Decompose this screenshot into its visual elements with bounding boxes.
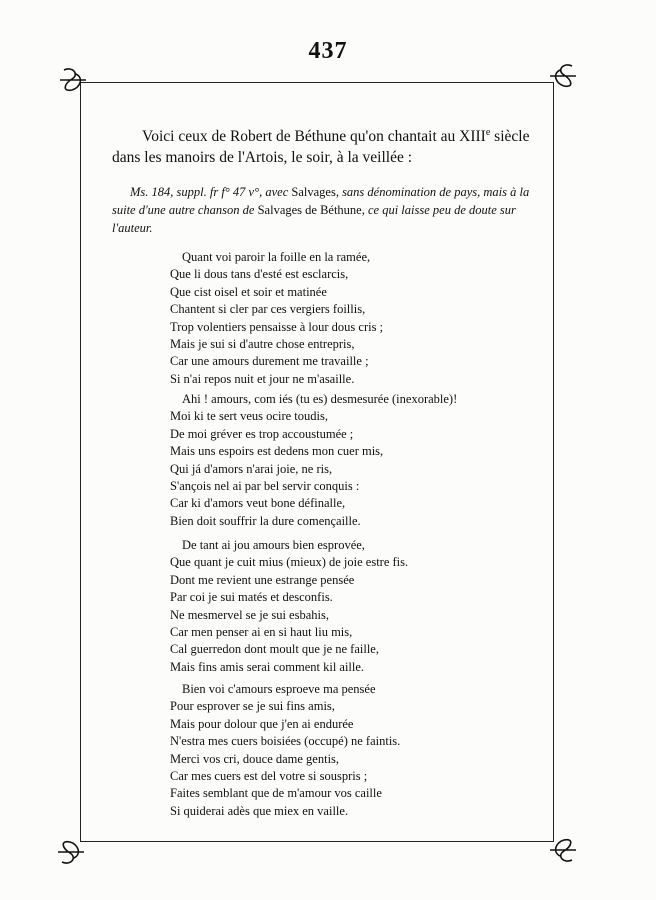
verse-line: Ne mesmervel se je sui esbahis, <box>170 607 329 622</box>
corner-ornament-icon <box>548 836 578 866</box>
page-number: 437 <box>308 38 348 64</box>
note-salvages-1: Salvages <box>291 185 336 199</box>
note-text-c: , ce qui laisse peu de doute sur l'auteur. <box>112 203 516 235</box>
poem-stanza <box>170 681 530 820</box>
verse-line: Quant voi paroir la foille en la ramée, <box>182 250 371 264</box>
verse-line: Mais fins amis serai comment kil aille. <box>170 659 365 674</box>
verse-line: Car une amours durement me travaille ; <box>170 354 369 369</box>
verse-line: Si n'ai repos nuit et jour ne m'asaille. <box>170 371 355 386</box>
corner-ornament-icon <box>56 838 86 868</box>
verse-line: Si quiderai adès que miex en vaille. <box>170 803 349 818</box>
verse-line: Dont me revient une estrange pensée <box>170 572 355 587</box>
poem-stanza <box>170 391 530 530</box>
source-note <box>112 183 532 237</box>
verse-line: Chantent si cler par ces vergiers foillis, <box>170 302 366 317</box>
verse-line: S'ançois nel ai par bel servir conquis : <box>170 479 360 494</box>
verse-line: De moi gréver es trop accoustumée ; <box>170 426 354 441</box>
verse-line: Faites semblant que de m'amour vos caille <box>170 786 382 801</box>
verse-line: Qui já d'amors n'arai joie, ne ris, <box>170 461 333 476</box>
century-superscript: e <box>485 127 491 138</box>
verse-line: Que cist oisel et soir et matinée <box>170 284 327 299</box>
verse-line: De tant ai jou amours bien esprovée, <box>182 538 365 552</box>
corner-ornament-icon <box>548 60 578 90</box>
verse-line: Car ki d'amors veut bone définalle, <box>170 496 346 511</box>
verse-line: Par coi je sui matés et desconfis. <box>170 590 333 605</box>
poem-stanza <box>170 537 530 676</box>
verse-line: Merci vos cri, douce dame gentis, <box>170 751 340 766</box>
verse-line: Que quant je cuit mius (mieux) de joie estre fis. <box>170 555 409 570</box>
note-text-a: Ms. 184, suppl. fr f° 47 v°, avec <box>130 185 292 199</box>
note-text-b: , sans dénomination de pays, mais à la suite d'une autre chanson de <box>112 185 530 217</box>
corner-ornament-icon <box>58 64 88 94</box>
verse-line: Bien doit souffrir la dure començaille. <box>170 513 361 528</box>
verse-line: Mais je sui si d'autre chose entrepris, <box>170 337 355 352</box>
verse-line: Trop volentiers pensaisse à lour dous cris ; <box>170 319 384 334</box>
verse-line: Mais pour dolour que j'en ai endurée <box>170 716 354 731</box>
intro-paragraph <box>112 122 532 168</box>
verse-line: N'estra mes cuers boisiées (occupé) ne faintis. <box>170 734 401 749</box>
intro-text-continued: siècle dans les manoirs de l'Artois, le soir, à la veillée : <box>112 128 530 167</box>
verse-line: Cal guerredon dont moult que je ne faille, <box>170 642 379 657</box>
intro-text: Voici ceux de Robert de Béthune qu'on chantait au XIII <box>142 128 486 146</box>
verse-line: Car mes cuers est del votre si souspris ; <box>170 769 368 784</box>
verse-line: Bien voi c'amours esproeve ma pensée <box>182 682 376 696</box>
note-salvages-2: Salvages de Béthune <box>257 203 362 217</box>
verse-line: Ahi ! amours, com iés (tu es) desmesurée (inexorable)! <box>182 392 458 406</box>
verse-line: Pour esprover se je sui fins amis, <box>170 699 335 714</box>
verse-line: Mais uns espoirs est dedens mon cuer mis, <box>170 444 384 459</box>
verse-line: Car men penser ai en si haut liu mis, <box>170 625 353 640</box>
verse-line: Que li dous tans d'esté est esclarcis, <box>170 267 349 282</box>
poem-stanza <box>170 249 530 388</box>
verse-line: Moi ki te sert veus ocire toudis, <box>170 409 328 424</box>
